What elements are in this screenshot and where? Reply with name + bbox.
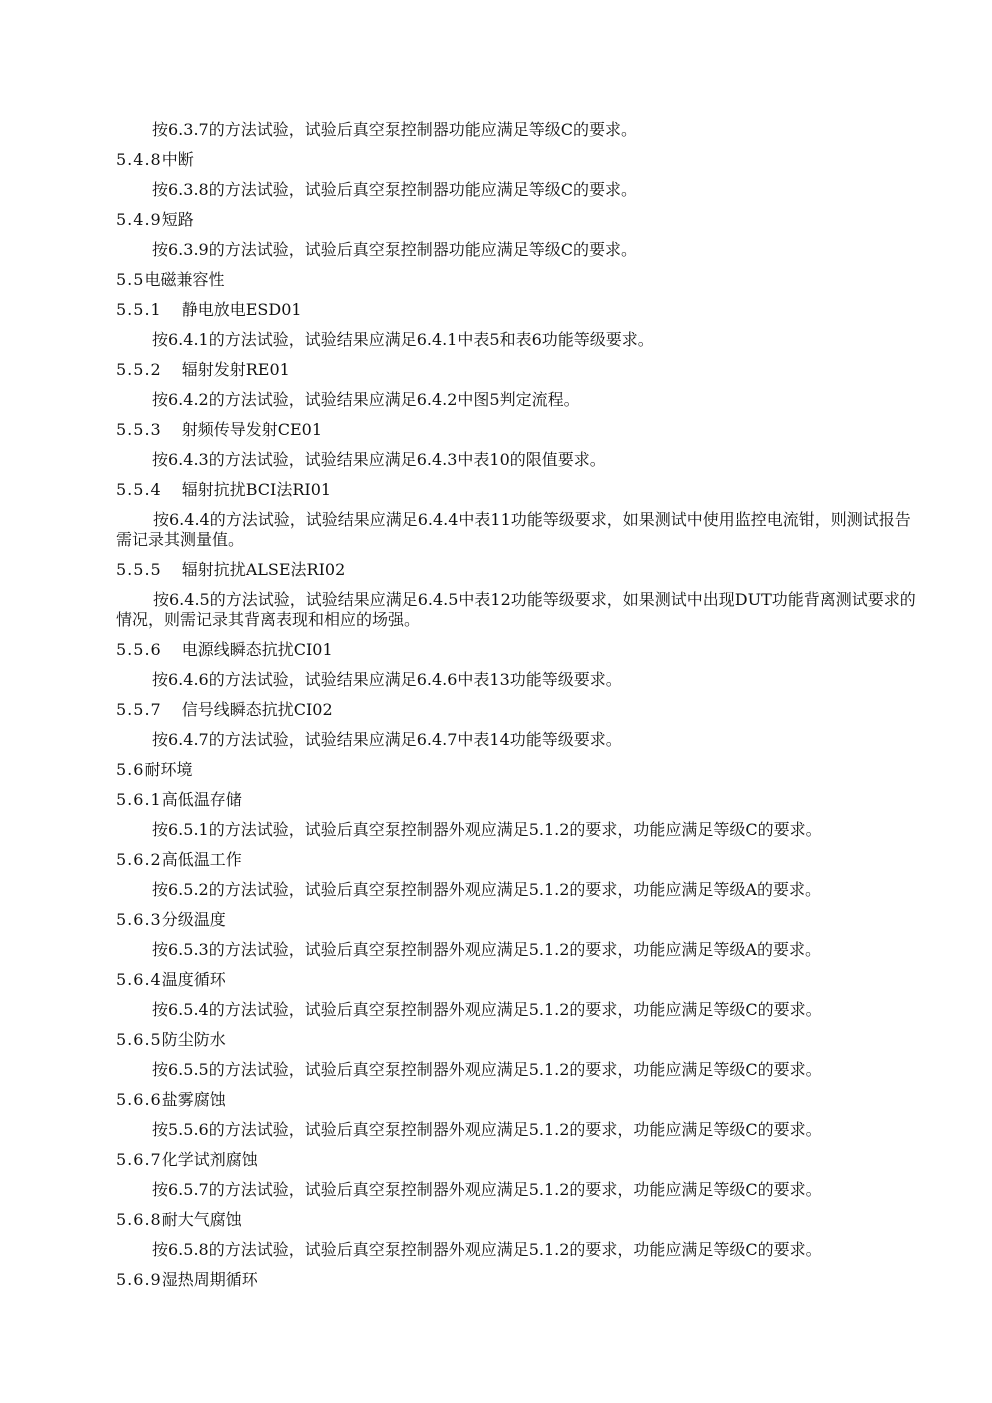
paragraph: 按6.5.2的方法试验，试验后真空泵控制器外观应满足5.1.2的要求，功能应满足等级A的要求。 [152, 880, 821, 899]
paragraph: 按6.4.2的方法试验，试验结果应满足6.4.2中图5判定流程。 [152, 390, 580, 409]
section-heading [116, 270, 224, 290]
section-number: 5.5.1 [116, 300, 162, 319]
paragraph: 按5.5.6的方法试验，试验后真空泵控制器外观应满足5.1.2的要求，功能应满足等级C的要求。 [152, 1120, 822, 1139]
section-title: 防尘防水 [161, 1030, 226, 1049]
paragraph: 按6.4.5的方法试验，试验结果应满足6.4.5中表12功能等级要求，如果测试中出现DUT功能背离测试要求的情况，则需记录其背离表现和相应的场强。 [116, 590, 916, 629]
section-heading [116, 700, 333, 720]
paragraph: 按6.4.4的方法试验，试验结果应满足6.4.4中表11功能等级要求，如果测试中使用监控电流钳，则测试报告需记录其测量值。 [116, 510, 911, 549]
section-number: 5.6.5 [116, 1030, 162, 1049]
section-number: 5.6 [116, 760, 145, 779]
section-heading [116, 1090, 226, 1110]
section-number: 5.5.4 [116, 480, 162, 499]
section-heading [116, 480, 331, 500]
section-heading [116, 850, 242, 870]
section-title: 电源线瞬态抗扰CI01 [181, 640, 333, 659]
section-title: 中断 [161, 150, 194, 169]
section-number: 5.6.1 [116, 790, 162, 809]
section-heading [116, 1150, 258, 1170]
section-title: 高低温存储 [161, 790, 242, 809]
section-title: 静电放电ESD01 [181, 300, 302, 319]
section-heading [116, 760, 192, 780]
paragraph: 按6.5.3的方法试验，试验后真空泵控制器外观应满足5.1.2的要求，功能应满足等级A的要求。 [152, 940, 821, 959]
paragraph: 按6.3.7的方法试验，试验后真空泵控制器功能应满足等级C的要求。 [152, 120, 637, 139]
section-number: 5.5 [116, 270, 145, 289]
section-title: 高低温工作 [161, 850, 242, 869]
paragraph: 按6.4.6的方法试验，试验结果应满足6.4.6中表13功能等级要求。 [152, 670, 622, 689]
section-heading [116, 1210, 242, 1230]
section-title: 辐射抗扰ALSE法RI02 [181, 560, 346, 579]
section-title: 耐环境 [144, 760, 193, 779]
section-number: 5.5.7 [116, 700, 162, 719]
section-heading [116, 910, 226, 930]
paragraph: 按6.4.1的方法试验，试验结果应满足6.4.1中表5和表6功能等级要求。 [152, 330, 654, 349]
section-number: 5.5.3 [116, 420, 162, 439]
paragraph: 按6.5.8的方法试验，试验后真空泵控制器外观应满足5.1.2的要求，功能应满足等级C的要求。 [152, 1240, 822, 1259]
section-heading [116, 300, 302, 320]
section-title: 短路 [161, 210, 194, 229]
section-title: 辐射发射RE01 [181, 360, 290, 379]
section-title: 电磁兼容性 [144, 270, 225, 289]
section-title: 分级温度 [161, 910, 226, 929]
paragraph: 按6.5.1的方法试验，试验后真空泵控制器外观应满足5.1.2的要求，功能应满足等级C的要求。 [152, 820, 822, 839]
section-number: 5.6.3 [116, 910, 162, 929]
section-number: 5.5.5 [116, 560, 162, 579]
section-title: 辐射抗扰BCI法RI01 [181, 480, 332, 499]
section-title: 盐雾腐蚀 [161, 1090, 226, 1109]
section-number: 5.4.9 [116, 210, 162, 229]
section-title: 化学试剂腐蚀 [161, 1150, 258, 1169]
paragraph: 按6.3.9的方法试验，试验后真空泵控制器功能应满足等级C的要求。 [152, 240, 637, 259]
section-heading [116, 420, 322, 440]
paragraph: 按6.5.7的方法试验，试验后真空泵控制器外观应满足5.1.2的要求，功能应满足等级C的要求。 [152, 1180, 822, 1199]
paragraph: 按6.5.4的方法试验，试验后真空泵控制器外观应满足5.1.2的要求，功能应满足等级C的要求。 [152, 1000, 822, 1019]
section-title: 温度循环 [161, 970, 226, 989]
section-heading [116, 150, 194, 170]
section-heading [116, 970, 226, 990]
paragraph: 按6.4.7的方法试验，试验结果应满足6.4.7中表14功能等级要求。 [152, 730, 622, 749]
section-number: 5.6.9 [116, 1270, 162, 1289]
section-title: 耐大气腐蚀 [161, 1210, 242, 1229]
section-heading [116, 640, 333, 660]
section-heading [116, 1270, 258, 1290]
section-number: 5.5.6 [116, 640, 162, 659]
section-heading [116, 360, 290, 380]
section-number: 5.6.8 [116, 1210, 162, 1229]
section-title: 信号线瞬态抗扰CI02 [181, 700, 333, 719]
section-title: 湿热周期循环 [161, 1270, 258, 1289]
section-title: 射频传导发射CE01 [181, 420, 323, 439]
section-number: 5.4.8 [116, 150, 162, 169]
paragraph: 按6.5.5的方法试验，试验后真空泵控制器外观应满足5.1.2的要求，功能应满足等级C的要求。 [152, 1060, 822, 1079]
section-number: 5.6.4 [116, 970, 162, 989]
section-number: 5.6.2 [116, 850, 162, 869]
paragraph: 按6.4.3的方法试验，试验结果应满足6.4.3中表10的限值要求。 [152, 450, 606, 469]
paragraph: 按6.3.8的方法试验，试验后真空泵控制器功能应满足等级C的要求。 [152, 180, 637, 199]
section-heading [116, 210, 194, 230]
section-heading [116, 790, 242, 810]
section-number: 5.6.7 [116, 1150, 162, 1169]
section-number: 5.6.6 [116, 1090, 162, 1109]
section-heading [116, 560, 345, 580]
section-number: 5.5.2 [116, 360, 162, 379]
section-heading [116, 1030, 226, 1050]
